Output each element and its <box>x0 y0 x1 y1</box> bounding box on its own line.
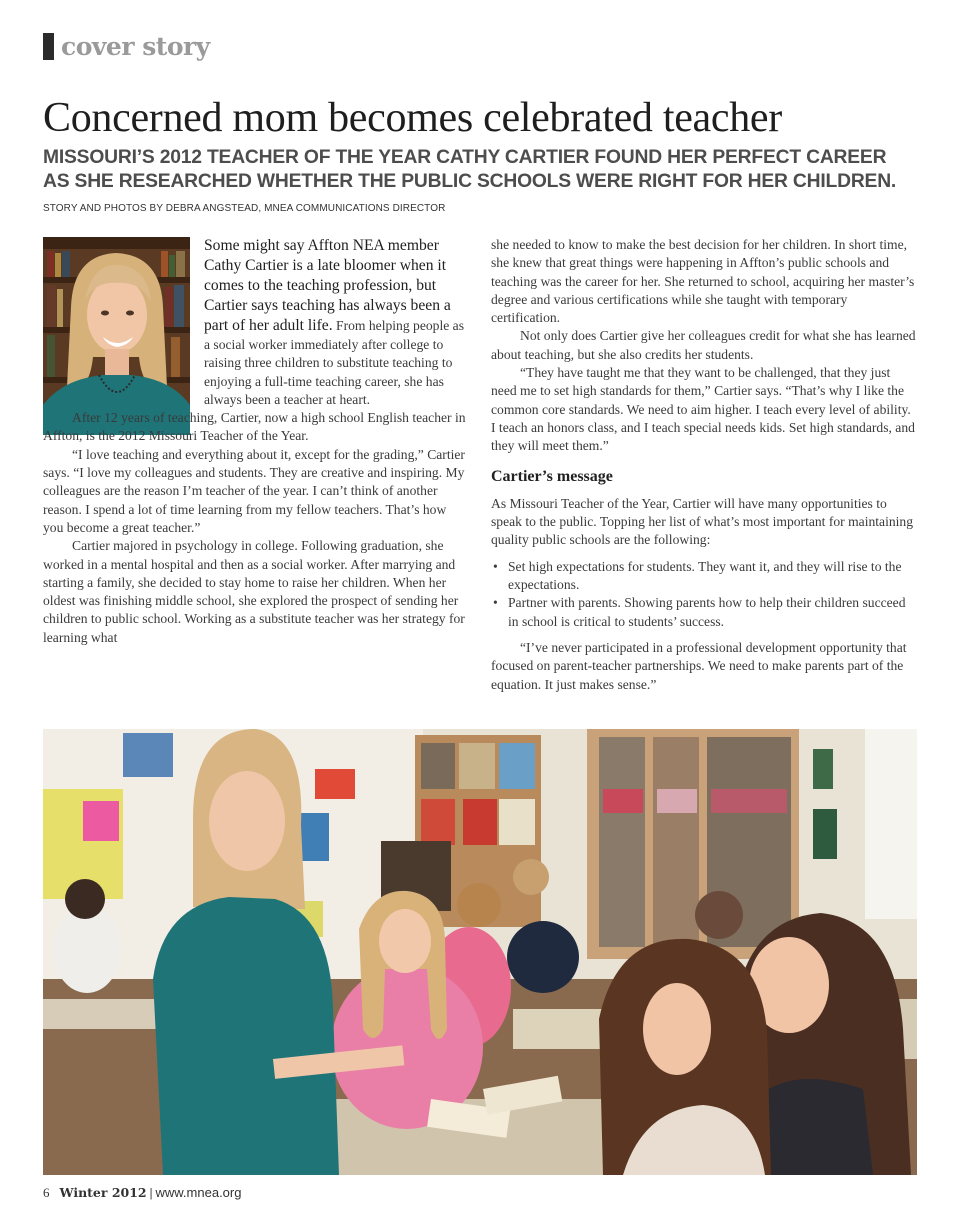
classroom-photo <box>43 729 917 1175</box>
lead-sentence: Some might say Affton NEA member Cathy Cartier is a late bloomer when it comes to the teaching profession, but Cartier says teaching has always been a part of her adult life. <box>204 237 451 334</box>
page-footer <box>43 1185 241 1201</box>
body-paragraph: she needed to know to make the best decision for her children. In short time, she knew that great things were happening in Affton’s public schools and teaching was the career for her. She returned to school, acquiring her master’s degree and various certifications while she taught with temporary certification. <box>491 237 915 326</box>
issue-label: Winter 2012 <box>59 1185 147 1200</box>
intro-paragraph <box>204 236 467 409</box>
bullet-list <box>491 558 917 631</box>
intro-wrap <box>204 236 467 409</box>
byline: STORY AND PHOTOS BY DEBRA ANGSTEAD, MNEA COMMUNICATIONS DIRECTOR <box>43 203 446 214</box>
body-paragraph: Cartier majored in psychology in college. Following graduation, she worked in a mental hospital and then as a social worker. After marrying and starting a family, she decided to stay home to raise her children. When her oldest was finishing middle school, she explored the prospect of sending her children to public school. Working as a substitute teacher was her strategy for learning what <box>43 538 465 645</box>
bullet-item: • Set high expectations for students. They want it, and they will rise to the expectations. <box>508 558 917 595</box>
section-tag <box>43 30 210 62</box>
article-column-right <box>491 236 917 694</box>
subhead: Cartier’s message <box>491 467 613 485</box>
body-paragraph: As Missouri Teacher of the Year, Cartier will have many opportunities to speak to the public. Topping her list of what’s most important for maintaining quality public schools are the following: <box>491 495 914 548</box>
section-label: cover story <box>61 31 210 61</box>
bullet-item: • Partner with parents. Showing parents how to help their children succeed in school is critical to students’ success. <box>508 594 917 631</box>
article-column-left <box>43 236 467 647</box>
page-number: 6 <box>43 1185 50 1200</box>
section-marker-bar <box>43 33 54 60</box>
body-paragraph: “I love teaching and everything about it, except for the grading,” Cartier says. “I love my colleagues and students. They are creative and inspiring. My colleagues are the reason I’m teacher of the year. I can’t think of another reason. I spend a lot of time learning from my fellow teachers. That’s how you become a great teacher.” <box>43 446 465 535</box>
article-headline: Concerned mom becomes celebrated teacher <box>43 95 782 141</box>
article-deck <box>43 146 923 194</box>
body-paragraph: After 12 years of teaching, Cartier, now a high school English teacher in Affton, is the 2012 Missouri Teacher of the Year. <box>43 410 466 444</box>
intro-rest: From helping people as a social worker immediately after college to raising three children to substitute teaching to enjoying a full-time teaching career, she has always been a teacher at heart. <box>204 318 464 407</box>
website-link[interactable]: www.mnea.org <box>155 1185 242 1200</box>
body-paragraph: “I’ve never participated in a professional development opportunity that focused on parent-teacher partnerships. We need to make parents part of the equation. It just makes sense.” <box>491 639 907 692</box>
body-paragraph: “They have taught me that they want to be challenged, that they just need me to set high standards for them,” Cartier says. “That’s why I like the common core standards. We need to aim higher. I teach every level of ability. I teach an honors class, and I teach special needs kids. Set high standards, and they will meet them.” <box>491 365 915 454</box>
body-paragraph: Not only does Cartier give her colleagues credit for what she has learned about teaching, but she also credits her students. <box>491 328 916 362</box>
deck-line-2: AS SHE RESEARCHED WHETHER THE PUBLIC SCHOOLS WERE RIGHT FOR HER CHILDREN. <box>43 171 897 192</box>
deck-line-1: MISSOURI’S 2012 TEACHER OF THE YEAR CATHY CARTIER FOUND HER PERFECT CAREER <box>43 147 887 168</box>
footer-divider: | <box>149 1185 153 1200</box>
